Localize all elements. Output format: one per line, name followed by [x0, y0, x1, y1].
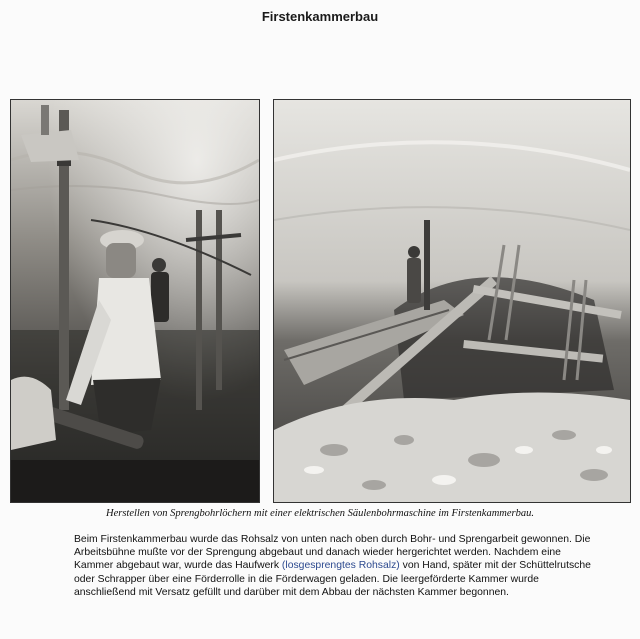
photo-excavated-chamber-illustration: [274, 100, 630, 502]
photo-miner-drilling: [10, 99, 260, 503]
photo-caption: Herstellen von Sprengbohrlöchern mit einer elektrischen Säulenbohrmaschine im Firstenkammerbau.: [106, 508, 534, 519]
photo-miner-drilling-illustration: [11, 100, 259, 502]
page-title: Firstenkammerbau: [261, 9, 379, 24]
description-highlight: (losgesprengtes Rohsalz): [281, 560, 400, 572]
description-part-1: Beim Firstenkammerbau wurde das Rohsalz von unten nach oben durch Bohr- und Sprengarbeit gewonnen. Die Arbeitsbühne mußte vor der Sprengung abgebaut und danach wieder hergerichtet werden. Nachdem eine Kammer abgebaut war, wurde das Haufwerk: [74, 534, 591, 572]
description-part-2: von Hand, später mit der Schüttelrutsche oder Schrapper über eine Förderrolle in die Förderwagen geladen. Die leergeförderte Kammer wurde anschließend mit Versatz gefüllt und darüber mit dem Abbau der nächsten Kammer begonnen.: [74, 560, 591, 598]
photo-excavated-chamber: [273, 99, 631, 503]
description-paragraph: [74, 533, 594, 599]
